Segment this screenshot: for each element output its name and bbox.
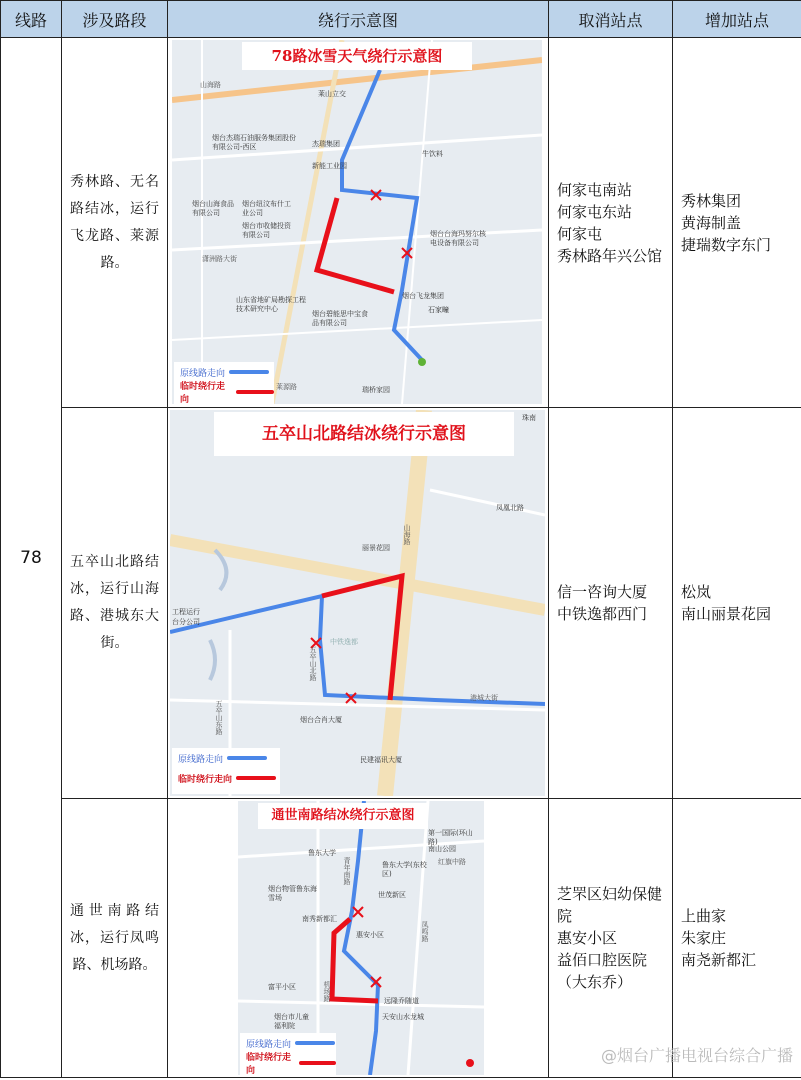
poi-label: 烟台飞龙集团 [402, 292, 444, 300]
poi-label: 鲁东大学 [308, 849, 336, 857]
map-title: 通世南路结冰绕行示意图 [258, 803, 428, 829]
cancelled-station: 芝罘区妇幼保健院 [557, 885, 663, 925]
map-legend [172, 748, 280, 794]
legend-original-swatch [295, 1041, 335, 1045]
poi-label: 鲁东大学(东校区) [382, 861, 427, 878]
poi-label: 山海路 [403, 524, 411, 545]
poi-label: 杰瑞集团 [312, 140, 340, 148]
poi-label: 烟台台海玛努尔核电设备有限公司 [430, 230, 486, 247]
poi-label: 丽景花园 [362, 544, 390, 552]
cancelled-stations [549, 408, 673, 799]
poi-label: 烟台杰瑞石油服务集团股份有限公司-西区 [212, 134, 296, 151]
legend-original-label: 原线路走向 [246, 1039, 292, 1050]
added-stations [673, 38, 801, 408]
poi-label: 新能工业园 [312, 162, 347, 170]
detour-map-cell [168, 408, 549, 799]
poi-label: 莱山立交 [318, 90, 346, 98]
legend-original-swatch [227, 756, 267, 760]
added-station: 上曲家 [681, 907, 727, 925]
added-station: 朱家庄 [681, 929, 727, 947]
poi-label: 石家疃 [428, 306, 449, 314]
poi-label: 烟台物管鲁东海雪场 [268, 885, 317, 902]
poi-label: 五卒山北路 [309, 646, 317, 681]
poi-label: 台分公司 [172, 618, 200, 626]
poi-label: 凤鸣路 [421, 921, 429, 942]
legend-temporary-swatch [236, 390, 274, 394]
added-stations [673, 408, 801, 799]
poi-label: 世茂新区 [378, 891, 406, 899]
added-station: 黄海制盖 [681, 213, 742, 232]
poi-label: 南山公园 [428, 845, 456, 853]
poi-label: 工程运行 [172, 608, 200, 616]
poi-label: 远隆乔随道 [384, 997, 419, 1005]
poi-label: 牛饮料 [422, 150, 443, 158]
cancelled-station: 惠安小区 [557, 929, 618, 947]
poi-label: 珠南 [522, 414, 536, 422]
route-number: 78 [1, 38, 62, 1078]
added-station: 松岚 [681, 583, 712, 601]
poi-label: 红旗中路 [438, 858, 466, 866]
segment-text: 五卒山北路结冰，运行山海路、港城东大街。 [62, 408, 168, 799]
added-station: 秀林集团 [681, 191, 742, 210]
poi-label: 烟台市儿童福利院 [274, 1013, 309, 1030]
watermark: @烟台广播电视台综合广播 [600, 1046, 793, 1065]
added-station: 捷瑞数字东门 [681, 235, 772, 254]
added-station: 南山丽景花园 [681, 605, 772, 623]
original-route-line [170, 596, 545, 704]
added-stations [673, 799, 801, 1078]
poi-label: 烟台市收储投资有限公司 [242, 222, 291, 239]
poi-label: 烟台碧能思中宝食品有限公司 [312, 310, 368, 327]
close-x-icon [353, 907, 363, 917]
header-map: 绕行示意图 [168, 1, 549, 38]
poi-label: 烟台纽汶布什工业公司 [242, 200, 291, 217]
added-station: 南尧新都汇 [681, 951, 757, 969]
header-cancelled: 取消站点 [549, 1, 673, 38]
legend-temporary-label: 临时绕行走向 [246, 1053, 292, 1075]
cancelled-station: 何家屯东站 [557, 202, 633, 221]
poi-label: 烟台合肖大厦 [300, 716, 342, 724]
poi-label: 青年南路 [343, 857, 351, 885]
cancelled-station: 中铁逸都西门 [557, 605, 648, 623]
map-title: 78路冰雪天气绕行示意图 [242, 42, 472, 70]
poi-label: 烟台山海食品有限公司 [192, 200, 234, 217]
legend-temporary-label: 临时绕行走向 [180, 382, 226, 404]
cancelled-stations [549, 799, 673, 1078]
legend-original-label: 原线路走向 [178, 754, 224, 765]
temporary-route-line [317, 198, 394, 292]
poi-label: 民建福讯大厦 [360, 756, 402, 764]
header-added: 增加站点 [673, 1, 801, 38]
poi-label: 第一国际(环山路) [428, 829, 473, 846]
cancelled-stations [549, 38, 673, 408]
table-row [1, 799, 801, 1078]
poi-label: 南秀新都汇 [302, 915, 337, 923]
poi-label: 天安山水龙城 [382, 1013, 424, 1021]
poi-label: 山海路 [200, 81, 221, 89]
detour-map [238, 801, 484, 1075]
detour-map-cell [168, 38, 549, 408]
table-row [1, 38, 801, 408]
poi-label: 潇洲路大街 [202, 255, 237, 263]
header-row [1, 1, 801, 38]
poi-label: 五卒山东路 [215, 700, 223, 735]
legend-temporary-swatch [299, 1061, 336, 1065]
map-graphic [172, 40, 542, 404]
poi-label: 机场路 [323, 981, 331, 1002]
map-title: 五卒山北路结冰绕行示意图 [214, 412, 514, 456]
map-legend [240, 1033, 336, 1075]
map-legend [174, 362, 274, 404]
detour-map [172, 40, 542, 404]
cancelled-station: 益佰口腔医院（大东乔） [557, 951, 648, 991]
segment-text: 秀林路、无名路结冰，运行飞龙路、莱源路。 [62, 38, 168, 408]
cancelled-station: 何家屯南站 [557, 180, 633, 199]
poi-label: 中铁逸都 [330, 638, 358, 646]
detour-map [170, 410, 545, 796]
poi-marker-icon [466, 1059, 474, 1067]
legend-temporary-swatch [236, 776, 276, 780]
poi-label: 富平小区 [268, 983, 296, 991]
segment-text: 通世南路结冰，运行凤鸣路、机场路。 [62, 799, 168, 1078]
cancelled-station: 何家屯 [557, 224, 603, 243]
detour-map-cell [168, 799, 549, 1078]
map-graphic [170, 410, 545, 796]
header-segment: 涉及路段 [62, 1, 168, 38]
cancelled-station: 秀林路年兴公馆 [557, 246, 663, 265]
legend-original-swatch [229, 370, 269, 374]
table-row [1, 408, 801, 799]
cancelled-station: 信一咨询大厦 [557, 583, 648, 601]
poi-label: 莱源路 [276, 383, 297, 391]
header-route: 线路 [1, 1, 62, 38]
poi-label: 港城大街 [470, 694, 498, 702]
poi-label: 凤凰北路 [496, 504, 524, 512]
bus-stop-icon [418, 358, 426, 366]
legend-original-label: 原线路走向 [180, 368, 226, 379]
poi-label: 山东省地矿局勘探工程技术研究中心 [236, 296, 306, 313]
poi-label: 惠安小区 [356, 931, 384, 939]
legend-temporary-label: 临时绕行走向 [178, 774, 233, 785]
poi-label: 瑞桥家园 [362, 386, 390, 394]
